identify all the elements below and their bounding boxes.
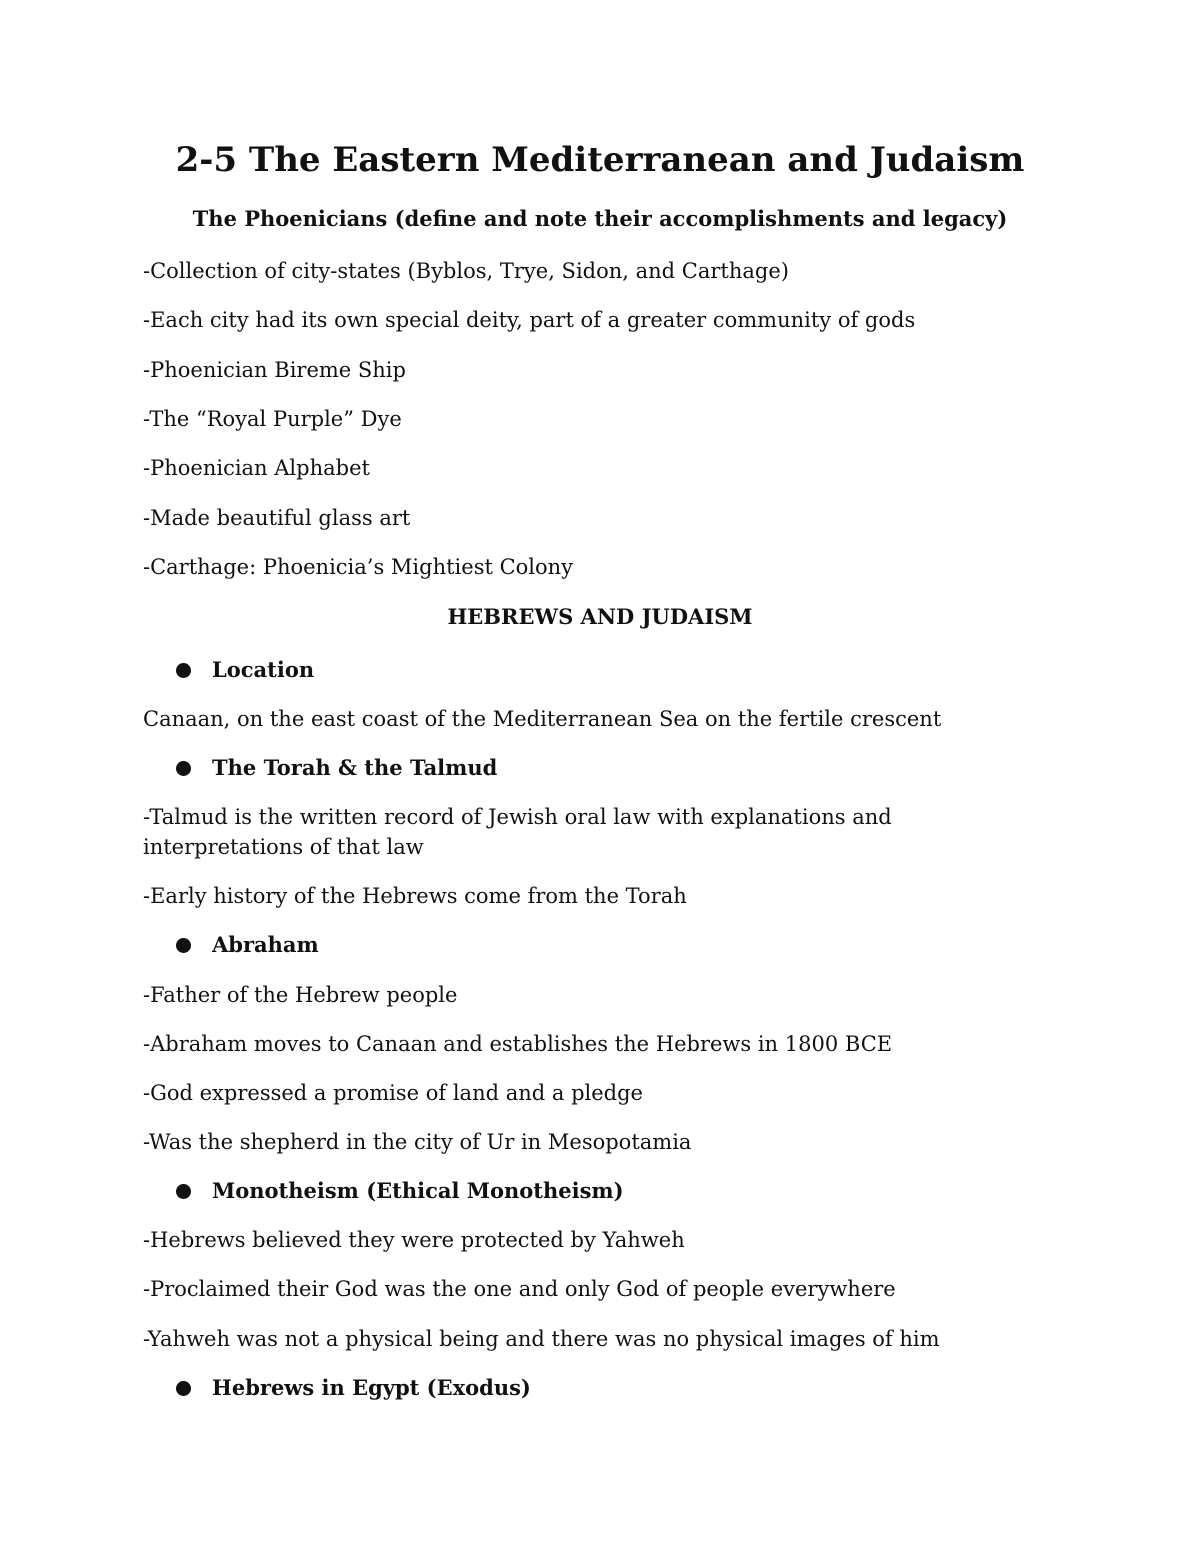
- monotheism-item: -Hebrews believed they were protected by Yahweh: [143, 1228, 685, 1252]
- phoenicians-item: -Carthage: Phoenicia’s Mightiest Colony: [143, 555, 574, 579]
- bullet-dot-icon: [176, 1381, 191, 1396]
- bullet-label: Hebrews in Egypt (Exodus): [212, 1375, 531, 1400]
- bullet-torah-talmud: [176, 753, 497, 783]
- phoenicians-item: -Phoenician Bireme Ship: [143, 358, 406, 382]
- bullet-abraham: [176, 930, 319, 960]
- torah-item: -Early history of the Hebrews come from the Torah: [143, 884, 687, 908]
- abraham-item: -God expressed a promise of land and a pledge: [143, 1081, 643, 1105]
- phoenicians-item: -The “Royal Purple” Dye: [143, 407, 402, 431]
- bullet-location: [176, 655, 314, 685]
- abraham-item: -Was the shepherd in the city of Ur in Mesopotamia: [143, 1130, 692, 1154]
- phoenicians-item: -Collection of city-states (Byblos, Trye, Sidon, and Carthage): [143, 259, 789, 283]
- page-title: 2-5 The Eastern Mediterranean and Judaism: [175, 140, 1025, 180]
- bullet-label: The Torah & the Talmud: [212, 755, 498, 780]
- monotheism-item: -Proclaimed their God was the one and only God of people everywhere: [143, 1277, 896, 1301]
- abraham-item: -Father of the Hebrew people: [143, 983, 458, 1007]
- phoenicians-heading: The Phoenicians (define and note their accomplishments and legacy): [192, 206, 1008, 231]
- abraham-item: -Abraham moves to Canaan and establishes the Hebrews in 1800 BCE: [143, 1032, 893, 1056]
- bullet-dot-icon: [176, 1184, 191, 1199]
- bullet-monotheism: [176, 1176, 624, 1206]
- torah-item: -Talmud is the written record of Jewish oral law with explanations and interpretations of that law: [143, 805, 892, 859]
- bullet-label: Abraham: [212, 932, 319, 957]
- phoenicians-item: -Made beautiful glass art: [143, 506, 411, 530]
- bullet-label: Location: [212, 657, 315, 682]
- hebrews-heading: HEBREWS AND JUDAISM: [447, 604, 753, 629]
- bullet-label: Monotheism (Ethical Monotheism): [212, 1178, 624, 1203]
- location-text: Canaan, on the east coast of the Mediterranean Sea on the fertile crescent: [143, 707, 942, 731]
- bullet-egypt: [176, 1373, 531, 1403]
- monotheism-item: -Yahweh was not a physical being and there was no physical images of him: [143, 1327, 940, 1351]
- bullet-dot-icon: [176, 938, 191, 953]
- phoenicians-item: -Phoenician Alphabet: [143, 456, 370, 480]
- bullet-dot-icon: [176, 761, 191, 776]
- phoenicians-item: -Each city had its own special deity, part of a greater community of gods: [143, 308, 916, 332]
- bullet-dot-icon: [176, 663, 191, 678]
